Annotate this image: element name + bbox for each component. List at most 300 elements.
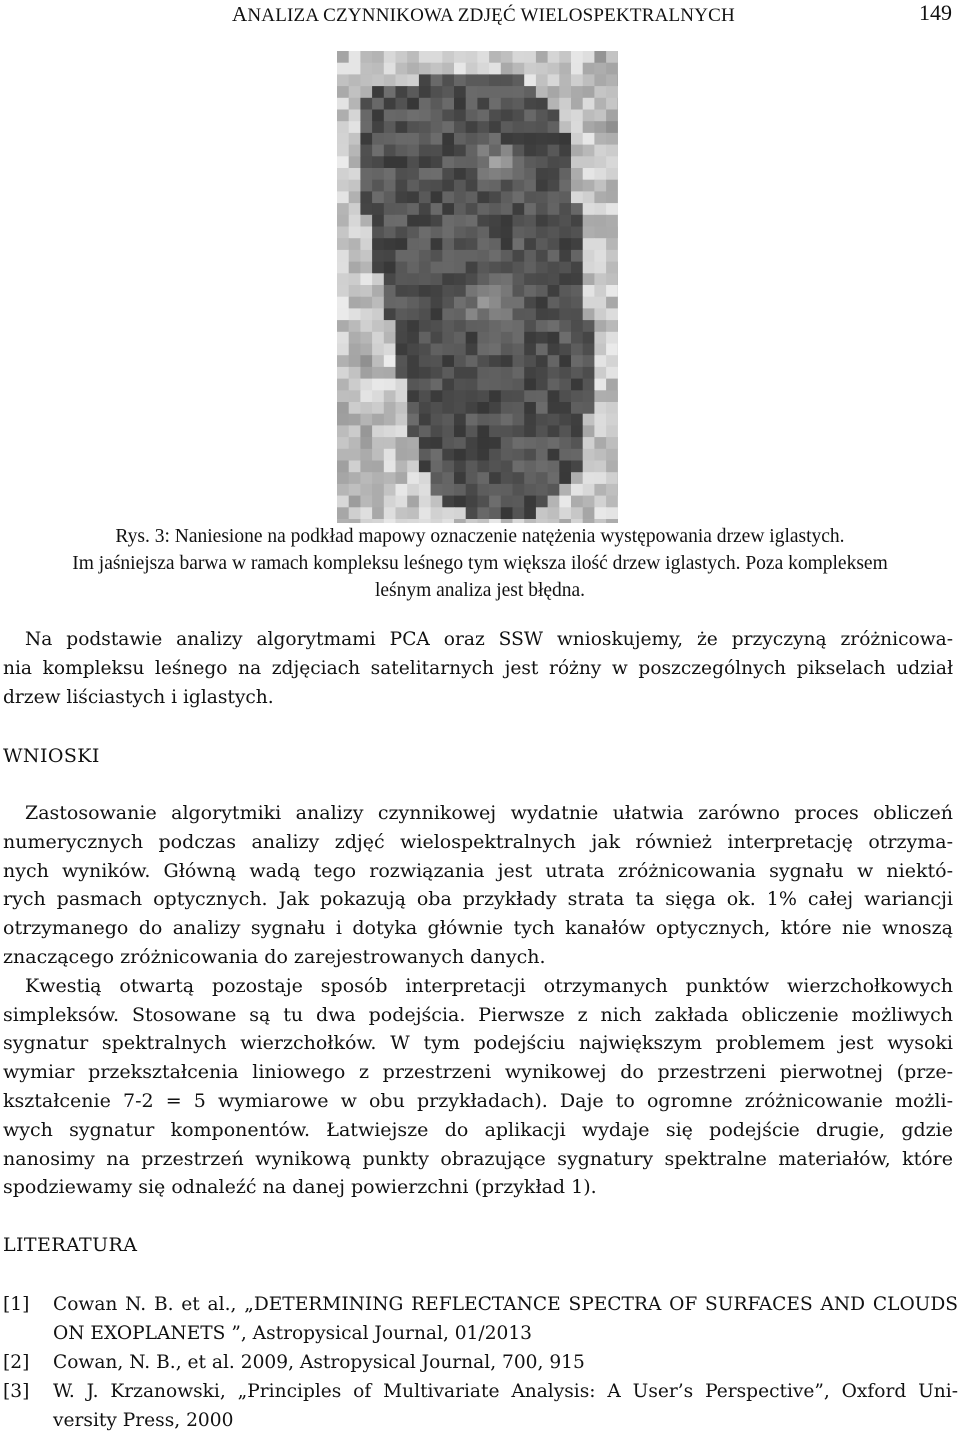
mosaic-pixel <box>489 355 501 367</box>
mosaic-pixel <box>442 156 454 168</box>
mosaic-pixel <box>606 273 618 285</box>
reference-item <box>3 1348 958 1377</box>
mosaic-pixel <box>583 414 595 426</box>
mosaic-pixel <box>349 133 361 145</box>
mosaic-pixel <box>442 262 454 274</box>
mosaic-pixel <box>431 320 443 332</box>
mosaic-pixel <box>583 297 595 309</box>
mosaic-pixel <box>466 308 478 320</box>
mosaic-pixel <box>431 461 443 473</box>
mosaic-pixel <box>489 74 501 86</box>
mosaic-pixel <box>407 449 419 461</box>
reference-item <box>3 1377 958 1435</box>
mosaic-pixel <box>548 496 560 508</box>
mosaic-pixel <box>583 449 595 461</box>
mosaic-pixel <box>349 297 361 309</box>
mosaic-pixel <box>442 285 454 297</box>
mosaic-pixel <box>571 472 583 484</box>
mosaic-pixel <box>407 156 419 168</box>
mosaic-pixel <box>431 133 443 145</box>
mosaic-pixel <box>442 133 454 145</box>
mosaic-pixel <box>384 379 396 391</box>
mosaic-pixel <box>419 238 431 250</box>
mosaic-pixel <box>524 332 536 344</box>
mosaic-pixel <box>489 86 501 98</box>
mosaic-pixel <box>524 437 536 449</box>
mosaic-pixel <box>594 425 606 437</box>
mosaic-pixel <box>606 227 618 239</box>
mosaic-pixel <box>360 379 372 391</box>
mosaic-pixel <box>477 355 489 367</box>
mosaic-pixel <box>513 133 525 145</box>
running-head <box>232 2 735 27</box>
mosaic-pixel <box>419 168 431 180</box>
mosaic-pixel <box>513 367 525 379</box>
mosaic-pixel <box>466 355 478 367</box>
mosaic-pixel <box>454 449 466 461</box>
mosaic-pixel <box>466 63 478 75</box>
mosaic-pixel <box>477 297 489 309</box>
mosaic-pixel <box>606 496 618 508</box>
mosaic-pixel <box>431 98 443 110</box>
mosaic-pixel <box>396 344 408 356</box>
mosaic-pixel <box>583 496 595 508</box>
mosaic-pixel <box>477 437 489 449</box>
mosaic-pixel <box>501 191 513 203</box>
mosaic-pixel <box>501 63 513 75</box>
mosaic-pixel <box>454 262 466 274</box>
mosaic-pixel <box>466 344 478 356</box>
mosaic-pixel <box>454 121 466 133</box>
mosaic-pixel <box>548 180 560 192</box>
mosaic-pixel <box>384 344 396 356</box>
mosaic-pixel <box>396 461 408 473</box>
mosaic-pixel <box>349 332 361 344</box>
mosaic-pixel <box>372 238 384 250</box>
mosaic-pixel <box>396 110 408 122</box>
mosaic-pixel <box>606 63 618 75</box>
mosaic-pixel <box>548 344 560 356</box>
mosaic-pixel <box>536 472 548 484</box>
mosaic-pixel <box>513 472 525 484</box>
mosaic-pixel <box>442 344 454 356</box>
mosaic-pixel <box>583 355 595 367</box>
mosaic-pixel <box>583 472 595 484</box>
mosaic-pixel <box>501 74 513 86</box>
mosaic-pixel <box>384 74 396 86</box>
mosaic-pixel <box>349 238 361 250</box>
mosaic-pixel <box>536 332 548 344</box>
mosaic-pixel <box>489 168 501 180</box>
mosaic-pixel <box>419 86 431 98</box>
mosaic-pixel <box>337 121 349 133</box>
mosaic-pixel <box>559 449 571 461</box>
mosaic-pixel <box>349 425 361 437</box>
mosaic-pixel <box>337 367 349 379</box>
mosaic-pixel <box>407 507 419 519</box>
mosaic-pixel <box>583 121 595 133</box>
mosaic-pixel <box>513 437 525 449</box>
mosaic-pixel <box>419 308 431 320</box>
mosaic-pixel <box>559 390 571 402</box>
mosaic-pixel <box>372 110 384 122</box>
mosaic-pixel <box>396 250 408 262</box>
mosaic-pixel <box>454 133 466 145</box>
mosaic-pixel <box>466 145 478 157</box>
mosaic-pixel <box>548 86 560 98</box>
mosaic-pixel <box>477 133 489 145</box>
mosaic-pixel <box>501 121 513 133</box>
mosaic-pixel <box>594 145 606 157</box>
mosaic-pixel <box>407 297 419 309</box>
mosaic-pixel <box>477 215 489 227</box>
mosaic-pixel <box>454 74 466 86</box>
mosaic-pixel <box>349 390 361 402</box>
mosaic-pixel <box>454 215 466 227</box>
mosaic-pixel <box>489 379 501 391</box>
mosaic-pixel <box>559 51 571 63</box>
mosaic-pixel <box>524 297 536 309</box>
mosaic-pixel <box>396 191 408 203</box>
mosaic-pixel <box>419 203 431 215</box>
mosaic-pixel <box>594 461 606 473</box>
mosaic-pixel <box>396 332 408 344</box>
mosaic-pixel <box>489 191 501 203</box>
mosaic-pixel <box>606 238 618 250</box>
mosaic-pixel <box>559 484 571 496</box>
mosaic-pixel <box>360 344 372 356</box>
mosaic-pixel <box>396 145 408 157</box>
mosaic-pixel <box>454 308 466 320</box>
mosaic-pixel <box>571 437 583 449</box>
mosaic-pixel <box>466 285 478 297</box>
mosaic-pixel <box>571 51 583 63</box>
mosaic-pixel <box>360 98 372 110</box>
mosaic-pixel <box>477 63 489 75</box>
mosaic-pixel <box>583 156 595 168</box>
mosaic-pixel <box>524 98 536 110</box>
mosaic-pixel <box>431 402 443 414</box>
mosaic-pixel <box>606 98 618 110</box>
mosaic-pixel <box>489 250 501 262</box>
mosaic-pixel <box>419 355 431 367</box>
mosaic-pixel <box>396 496 408 508</box>
mosaic-pixel <box>407 285 419 297</box>
mosaic-pixel <box>548 145 560 157</box>
mosaic-pixel <box>360 133 372 145</box>
mosaic-pixel <box>337 86 349 98</box>
mosaic-pixel <box>583 98 595 110</box>
mosaic-pixel <box>501 461 513 473</box>
mosaic-pixel <box>513 355 525 367</box>
mosaic-pixel <box>337 203 349 215</box>
mosaic-pixel <box>337 437 349 449</box>
mosaic-pixel <box>396 168 408 180</box>
mosaic-pixel <box>536 367 548 379</box>
mosaic-pixel <box>396 379 408 391</box>
mosaic-pixel <box>606 437 618 449</box>
mosaic-pixel <box>360 332 372 344</box>
mosaic-pixel <box>360 156 372 168</box>
mosaic-pixel <box>431 355 443 367</box>
mosaic-pixel <box>559 472 571 484</box>
mosaic-pixel <box>337 250 349 262</box>
mosaic-pixel <box>513 86 525 98</box>
mosaic-pixel <box>431 250 443 262</box>
mosaic-pixel <box>454 320 466 332</box>
mosaic-pixel <box>431 308 443 320</box>
mosaic-pixel <box>477 203 489 215</box>
mosaic-pixel <box>571 507 583 519</box>
mosaic-pixel <box>431 285 443 297</box>
mosaic-pixel <box>407 168 419 180</box>
mosaic-pixel <box>396 262 408 274</box>
mosaic-pixel <box>466 227 478 239</box>
mosaic-pixel <box>559 74 571 86</box>
mosaic-pixel <box>524 262 536 274</box>
mosaic-pixel <box>431 344 443 356</box>
mosaic-pixel <box>606 507 618 519</box>
mosaic-pixel <box>466 110 478 122</box>
mosaic-pixel <box>536 191 548 203</box>
mosaic-pixel <box>466 449 478 461</box>
mosaic-pixel <box>477 86 489 98</box>
mosaic-pixel <box>442 51 454 63</box>
mosaic-pixel <box>431 227 443 239</box>
mosaic-pixel <box>419 63 431 75</box>
mosaic-pixel <box>396 507 408 519</box>
mosaic-pixel <box>594 121 606 133</box>
page-number: 149 <box>919 0 952 25</box>
mosaic-pixel <box>501 203 513 215</box>
mosaic-pixel <box>384 110 396 122</box>
mosaic-pixel <box>536 133 548 145</box>
mosaic-pixel <box>372 63 384 75</box>
mosaic-pixel <box>454 367 466 379</box>
literature-heading: LITERATURA <box>3 1234 138 1256</box>
mosaic-pixel <box>536 86 548 98</box>
mosaic-pixel <box>606 168 618 180</box>
mosaic-pixel <box>501 320 513 332</box>
mosaic-pixel <box>606 367 618 379</box>
mosaic-pixel <box>489 390 501 402</box>
mosaic-pixel <box>384 63 396 75</box>
mosaic-pixel <box>442 74 454 86</box>
mosaic-pixel <box>396 121 408 133</box>
mosaic-pixel <box>419 344 431 356</box>
mosaic-pixel <box>583 332 595 344</box>
mosaic-pixel <box>384 449 396 461</box>
mosaic-pixel <box>583 250 595 262</box>
mosaic-pixel <box>419 507 431 519</box>
mosaic-pixel <box>431 496 443 508</box>
mosaic-pixel <box>548 238 560 250</box>
mosaic-pixel <box>349 449 361 461</box>
mosaic-pixel <box>548 461 560 473</box>
mosaic-pixel <box>466 367 478 379</box>
mosaic-pixel <box>524 215 536 227</box>
mosaic-pixel <box>501 484 513 496</box>
mosaic-pixel <box>594 215 606 227</box>
mosaic-pixel <box>559 133 571 145</box>
mosaic-pixel <box>524 472 536 484</box>
mosaic-pixel <box>360 367 372 379</box>
mosaic-pixel <box>594 437 606 449</box>
mosaic-pixel <box>466 168 478 180</box>
mosaic-pixel <box>594 344 606 356</box>
mosaic-pixel <box>349 180 361 192</box>
mosaic-pixel <box>477 461 489 473</box>
mosaic-pixel <box>442 250 454 262</box>
mosaic-pixel <box>349 215 361 227</box>
conclusions-heading: WNIOSKI <box>3 745 100 767</box>
mosaic-pixel <box>349 191 361 203</box>
mosaic-pixel <box>606 86 618 98</box>
mosaic-pixel <box>513 180 525 192</box>
mosaic-pixel <box>524 250 536 262</box>
mosaic-pixel <box>489 437 501 449</box>
mosaic-pixel <box>583 145 595 157</box>
mosaic-pixel <box>431 215 443 227</box>
mosaic-pixel <box>536 507 548 519</box>
mosaic-pixel <box>571 168 583 180</box>
mosaic-pixel <box>372 344 384 356</box>
mosaic-pixel <box>501 379 513 391</box>
mosaic-pixel <box>372 496 384 508</box>
mosaic-pixel <box>559 344 571 356</box>
mosaic-pixel <box>489 425 501 437</box>
mosaic-pixel <box>536 180 548 192</box>
mosaic-pixel <box>606 180 618 192</box>
mosaic-pixel <box>583 367 595 379</box>
mosaic-pixel <box>583 86 595 98</box>
mosaic-pixel <box>536 63 548 75</box>
mosaic-pixel <box>583 133 595 145</box>
reference-line: Cowan, N. B., et al. 2009, Astropysical Journal, 700, 915 <box>53 1352 585 1373</box>
mosaic-pixel <box>489 156 501 168</box>
mosaic-pixel <box>466 156 478 168</box>
mosaic-pixel <box>548 507 560 519</box>
mosaic-pixel <box>559 425 571 437</box>
mosaic-pixel <box>536 449 548 461</box>
mosaic-pixel <box>466 191 478 203</box>
mosaic-pixel <box>337 414 349 426</box>
mosaic-pixel <box>548 74 560 86</box>
mosaic-pixel <box>501 355 513 367</box>
mosaic-pixel <box>559 297 571 309</box>
mosaic-pixel <box>501 507 513 519</box>
mosaic-pixel <box>606 215 618 227</box>
mosaic-pixel <box>489 449 501 461</box>
mosaic-pixel <box>372 437 384 449</box>
mosaic-pixel <box>559 367 571 379</box>
mosaic-pixel <box>466 98 478 110</box>
mosaic-pixel <box>536 344 548 356</box>
mosaic-pixel <box>524 145 536 157</box>
mosaic-pixel <box>594 168 606 180</box>
mosaic-pixel <box>360 472 372 484</box>
mosaic-pixel <box>524 390 536 402</box>
mosaic-pixel <box>513 215 525 227</box>
mosaic-pixel <box>384 425 396 437</box>
conclusions-text <box>3 799 953 1202</box>
mosaic-pixel <box>536 390 548 402</box>
mosaic-pixel <box>559 379 571 391</box>
mosaic-pixel <box>594 63 606 75</box>
mosaic-pixel <box>349 227 361 239</box>
mosaic-pixel <box>548 191 560 203</box>
mosaic-pixel <box>349 308 361 320</box>
mosaic-pixel <box>337 355 349 367</box>
mosaic-pixel <box>571 390 583 402</box>
mosaic-pixel <box>501 98 513 110</box>
mosaic-pixel <box>349 203 361 215</box>
mosaic-pixel <box>407 238 419 250</box>
mosaic-pixel <box>384 121 396 133</box>
paragraph-line: simpleksów. Stosowane są tu dwa podejścia. Pierwsze z nich zakłada obliczenie możliwych <box>3 1003 953 1026</box>
mosaic-pixel <box>454 98 466 110</box>
mosaic-pixel <box>396 227 408 239</box>
mosaic-pixel <box>513 484 525 496</box>
mosaic-pixel <box>501 156 513 168</box>
mosaic-pixel <box>360 285 372 297</box>
mosaic-pixel <box>384 133 396 145</box>
mosaic-pixel <box>360 320 372 332</box>
mosaic-pixel <box>372 355 384 367</box>
mosaic-pixel <box>360 227 372 239</box>
mosaic-pixel <box>524 355 536 367</box>
mosaic-pixel <box>513 227 525 239</box>
mosaic-pixel <box>536 320 548 332</box>
mosaic-pixel <box>396 63 408 75</box>
mosaic-pixel <box>524 227 536 239</box>
mosaic-pixel <box>466 86 478 98</box>
mosaic-pixel <box>594 227 606 239</box>
mosaic-pixel <box>360 414 372 426</box>
mosaic-pixel <box>337 74 349 86</box>
mosaic-pixel <box>384 227 396 239</box>
mosaic-pixel <box>571 449 583 461</box>
mosaic-pixel <box>431 168 443 180</box>
mosaic-pixel <box>442 273 454 285</box>
mosaic-pixel <box>477 402 489 414</box>
mosaic-pixel <box>536 402 548 414</box>
mosaic-pixel <box>583 285 595 297</box>
mosaic-pixel <box>606 449 618 461</box>
mosaic-pixel <box>501 449 513 461</box>
mosaic-pixel <box>454 285 466 297</box>
mosaic-pixel <box>536 145 548 157</box>
mosaic-pixel <box>513 297 525 309</box>
mosaic-pixel <box>548 414 560 426</box>
mosaic-pixel <box>384 180 396 192</box>
mosaic-pixel <box>571 262 583 274</box>
mosaic-pixel <box>477 145 489 157</box>
mosaic-pixel <box>489 145 501 157</box>
mosaic-pixel <box>548 168 560 180</box>
mosaic-pixel <box>360 203 372 215</box>
mosaic-pixel <box>524 86 536 98</box>
mosaic-pixel <box>524 121 536 133</box>
mosaic-pixel <box>513 414 525 426</box>
mosaic-pixel <box>349 402 361 414</box>
mosaic-pixel <box>396 180 408 192</box>
running-head-title: NALIZA CZYNNIKOWA ZDJĘĆ WIELOSPEKTRALNYCH <box>247 5 735 26</box>
mosaic-pixel <box>431 63 443 75</box>
mosaic-pixel <box>454 145 466 157</box>
mosaic-pixel <box>606 51 618 63</box>
mosaic-pixel <box>489 461 501 473</box>
